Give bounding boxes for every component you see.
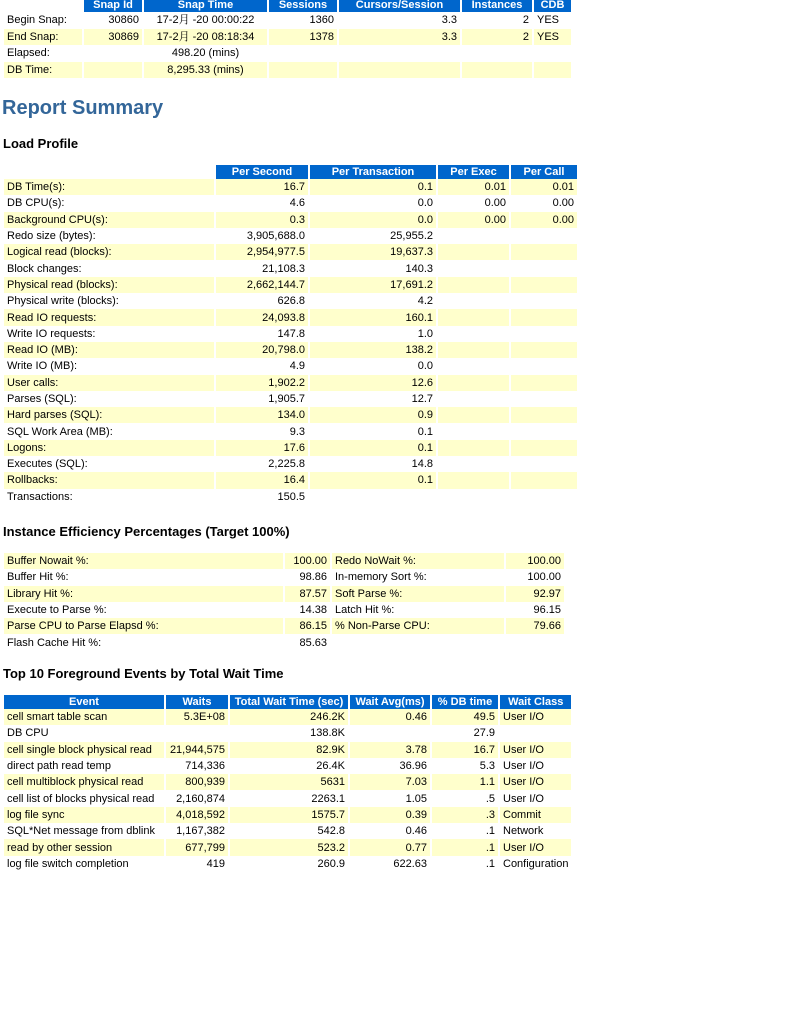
per-call-cell bbox=[511, 244, 577, 260]
load-profile-row bbox=[4, 212, 577, 228]
event-name-cell: DB CPU bbox=[7, 727, 49, 740]
top-events-title: Top 10 Foreground Events by Total Wait Time bbox=[3, 666, 284, 681]
per-call-cell bbox=[511, 358, 577, 374]
load-profile-row bbox=[4, 375, 577, 391]
efficiency-label-right: % Non-Parse CPU: bbox=[332, 618, 504, 634]
wait-avg-cell: 1.05 bbox=[405, 792, 427, 805]
snap-time-cell: 8,295.33 (mins) bbox=[144, 62, 267, 79]
snapshot-body bbox=[4, 12, 571, 78]
load-header-per-call: Per Call bbox=[511, 165, 577, 179]
per-transaction-cell: 0.1 bbox=[310, 440, 436, 456]
load-profile-row bbox=[4, 179, 577, 195]
snap-label: Elapsed: bbox=[7, 47, 50, 60]
total-wait-cell: 5631 bbox=[230, 774, 348, 790]
per-call-cell bbox=[511, 228, 577, 244]
event-row bbox=[4, 774, 571, 790]
per-second-cell: 2,225.8 bbox=[268, 458, 305, 471]
top-events-body bbox=[4, 709, 571, 872]
db-time-pct-cell: 49.5 bbox=[432, 709, 498, 725]
event-row bbox=[4, 709, 571, 725]
load-profile-body bbox=[4, 179, 577, 505]
wait-class-cell: User I/O bbox=[503, 760, 544, 773]
per-transaction-cell: 140.3 bbox=[405, 262, 433, 275]
per-transaction-cell: 138.2 bbox=[310, 342, 436, 358]
per-second-cell: 147.8 bbox=[277, 327, 305, 340]
top-events-table bbox=[2, 695, 573, 872]
wait-class-cell: User I/O bbox=[500, 774, 571, 790]
per-second-cell: 16.4 bbox=[216, 472, 308, 488]
per-call-cell: 0.01 bbox=[511, 179, 577, 195]
efficiency-title: Instance Efficiency Percentages (Target 100%) bbox=[3, 524, 290, 539]
event-row bbox=[4, 807, 571, 823]
load-profile-row bbox=[4, 228, 577, 244]
snap-id-cell: 30869 bbox=[84, 29, 142, 46]
wait-class-cell: User I/O bbox=[500, 742, 571, 758]
load-metric-label: Physical read (blocks): bbox=[4, 277, 214, 293]
per-exec-cell: 0.00 bbox=[484, 197, 506, 210]
efficiency-label-left: Flash Cache Hit %: bbox=[7, 636, 102, 649]
per-exec-cell bbox=[438, 342, 509, 358]
per-transaction-cell: 1.0 bbox=[417, 327, 433, 340]
efficiency-row bbox=[4, 586, 564, 602]
db-time-pct-cell: 27.9 bbox=[473, 727, 495, 740]
load-profile-row bbox=[4, 472, 577, 488]
total-wait-cell: 2263.1 bbox=[311, 792, 345, 805]
load-metric-label: Read IO (MB): bbox=[4, 342, 214, 358]
event-name-cell: cell single block physical read bbox=[4, 742, 164, 758]
load-profile-title: Load Profile bbox=[3, 136, 79, 151]
per-call-cell bbox=[511, 309, 577, 325]
per-second-cell: 150.5 bbox=[277, 490, 305, 503]
snap-id-cell: 30860 bbox=[108, 14, 139, 27]
per-call-cell bbox=[511, 489, 577, 505]
total-wait-cell: 138.8K bbox=[310, 727, 345, 740]
per-call-cell bbox=[511, 423, 577, 439]
wait-class-cell: User I/O bbox=[503, 792, 544, 805]
snap-time-cell: 17-2月 -20 00:00:22 bbox=[156, 14, 255, 27]
per-exec-cell bbox=[438, 244, 509, 260]
per-transaction-cell: 19,637.3 bbox=[310, 244, 436, 260]
waits-cell: 5.3E+08 bbox=[166, 709, 228, 725]
load-metric-label: Hard parses (SQL): bbox=[4, 407, 214, 423]
wait-class-cell: User I/O bbox=[500, 839, 571, 855]
snapshot-row bbox=[4, 29, 571, 46]
cursors-cell: 3.3 bbox=[339, 29, 460, 46]
per-exec-cell bbox=[438, 228, 509, 244]
db-time-pct-cell: .1 bbox=[432, 839, 498, 855]
efficiency-label-left: Library Hit %: bbox=[4, 586, 283, 602]
cursors-cell: 3.3 bbox=[441, 14, 457, 27]
snap-id-cell bbox=[84, 45, 142, 62]
sessions-cell bbox=[269, 62, 337, 79]
efficiency-value-right: 96.15 bbox=[533, 604, 561, 617]
report-summary-title: Report Summary bbox=[2, 97, 164, 119]
event-name-cell: cell list of blocks physical read bbox=[7, 792, 155, 805]
snapshot-header-snap-id: Snap Id bbox=[84, 0, 142, 12]
wait-avg-cell: 0.39 bbox=[350, 807, 430, 823]
per-second-cell: 16.7 bbox=[216, 179, 308, 195]
waits-cell: 714,336 bbox=[185, 760, 225, 773]
wait-avg-cell: 0.46 bbox=[405, 825, 427, 838]
per-transaction-cell: 0.0 bbox=[417, 360, 433, 373]
per-second-cell: 134.0 bbox=[216, 407, 308, 423]
load-profile-row bbox=[4, 423, 577, 439]
db-time-pct-cell: .5 bbox=[485, 792, 495, 805]
instances-cell bbox=[462, 45, 532, 62]
event-name-cell: SQL*Net message from dblink bbox=[7, 825, 155, 838]
total-wait-cell: 82.9K bbox=[230, 742, 348, 758]
waits-cell: 677,799 bbox=[166, 839, 228, 855]
per-exec-cell: 0.01 bbox=[438, 179, 509, 195]
cdb-cell bbox=[534, 62, 571, 79]
events-header-total: Total Wait Time (sec) bbox=[230, 695, 348, 709]
wait-class-cell: Network bbox=[503, 825, 544, 838]
efficiency-value-left: 98.86 bbox=[299, 571, 327, 584]
event-row bbox=[4, 839, 571, 855]
sessions-cell: 1378 bbox=[269, 29, 337, 46]
snap-time-cell: 17-2月 -20 08:18:34 bbox=[144, 29, 267, 46]
load-header-per-exec: Per Exec bbox=[438, 165, 509, 179]
per-second-cell: 21,108.3 bbox=[262, 262, 305, 275]
per-exec-cell bbox=[438, 293, 509, 309]
wait-class-cell: Commit bbox=[500, 807, 571, 823]
db-time-pct-cell: 1.1 bbox=[432, 774, 498, 790]
event-name-cell: cell smart table scan bbox=[4, 709, 164, 725]
load-profile-row bbox=[4, 293, 577, 309]
db-time-pct-cell: .3 bbox=[432, 807, 498, 823]
load-metric-label: Write IO (MB): bbox=[7, 360, 78, 373]
efficiency-label-right: Latch Hit %: bbox=[335, 604, 395, 617]
event-row bbox=[4, 790, 571, 806]
efficiency-label-left: Buffer Hit %: bbox=[7, 571, 69, 584]
per-transaction-cell: 14.8 bbox=[411, 458, 433, 471]
cursors-cell bbox=[339, 62, 460, 79]
per-transaction-cell: 0.0 bbox=[310, 212, 436, 228]
wait-avg-cell bbox=[350, 725, 430, 741]
events-header-waits: Waits bbox=[166, 695, 228, 709]
wait-avg-cell: 0.77 bbox=[350, 839, 430, 855]
wait-avg-cell: 7.03 bbox=[350, 774, 430, 790]
snapshot-header-cdb: CDB bbox=[534, 0, 571, 12]
wait-avg-cell: 0.46 bbox=[350, 709, 430, 725]
snapshot-header-empty bbox=[4, 0, 82, 12]
snapshot-header-instances: Instances bbox=[462, 0, 532, 12]
snap-label: End Snap: bbox=[4, 29, 82, 46]
load-metric-label: User calls: bbox=[4, 375, 214, 391]
per-transaction-cell: 25,955.2 bbox=[390, 230, 433, 243]
per-call-cell bbox=[511, 407, 577, 423]
efficiency-label-right: Redo NoWait %: bbox=[332, 553, 504, 569]
per-transaction-cell: 4.2 bbox=[417, 295, 433, 308]
efficiency-table bbox=[2, 553, 566, 651]
total-wait-cell: 523.2 bbox=[230, 839, 348, 855]
load-profile-row bbox=[4, 407, 577, 423]
snap-label: Begin Snap: bbox=[7, 14, 67, 27]
db-time-pct-cell: 16.7 bbox=[432, 742, 498, 758]
efficiency-row bbox=[4, 634, 564, 650]
cdb-cell: YES bbox=[534, 29, 571, 46]
event-name-cell: read by other session bbox=[4, 839, 164, 855]
events-header-pct: % DB time bbox=[432, 695, 498, 709]
per-call-cell bbox=[511, 277, 577, 293]
per-call-cell bbox=[511, 260, 577, 276]
total-wait-cell: 542.8 bbox=[317, 825, 345, 838]
cdb-cell bbox=[534, 45, 571, 62]
instances-cell: 2 bbox=[462, 29, 532, 46]
efficiency-value-right: 79.66 bbox=[506, 618, 564, 634]
load-metric-label: Parses (SQL): bbox=[7, 393, 77, 405]
per-call-cell bbox=[511, 326, 577, 342]
per-exec-cell bbox=[438, 440, 509, 456]
total-wait-cell: 246.2K bbox=[230, 709, 348, 725]
per-transaction-cell: 0.1 bbox=[310, 179, 436, 195]
waits-cell: 800,939 bbox=[166, 774, 228, 790]
event-name-cell: log file switch completion bbox=[7, 857, 129, 870]
waits-cell: 21,944,575 bbox=[166, 742, 228, 758]
per-exec-cell bbox=[438, 375, 509, 391]
efficiency-row bbox=[4, 553, 564, 569]
per-transaction-cell: 0.9 bbox=[310, 407, 436, 423]
total-wait-cell: 1575.7 bbox=[230, 807, 348, 823]
efficiency-value-left: 87.57 bbox=[285, 586, 330, 602]
per-call-cell bbox=[511, 391, 577, 407]
per-transaction-cell: 12.6 bbox=[310, 375, 436, 391]
load-profile-header-row bbox=[4, 165, 577, 179]
per-second-cell: 9.3 bbox=[289, 425, 305, 438]
efficiency-label-right bbox=[332, 634, 504, 650]
event-row bbox=[4, 758, 571, 774]
instances-cell: 2 bbox=[522, 14, 529, 27]
per-exec-cell bbox=[438, 309, 509, 325]
per-second-cell: 1,902.2 bbox=[216, 375, 308, 391]
load-profile-row bbox=[4, 342, 577, 358]
load-profile-row bbox=[4, 244, 577, 260]
per-transaction-cell: 0.1 bbox=[417, 425, 433, 438]
per-call-cell: 0.00 bbox=[511, 212, 577, 228]
load-metric-label: Background CPU(s): bbox=[4, 212, 214, 228]
per-second-cell: 1,905.7 bbox=[268, 393, 305, 405]
per-exec-cell: 0.00 bbox=[438, 212, 509, 228]
per-exec-cell bbox=[438, 423, 509, 439]
snapshot-row bbox=[4, 12, 571, 29]
efficiency-row bbox=[4, 569, 564, 585]
load-profile-row bbox=[4, 489, 577, 505]
wait-avg-cell: 622.63 bbox=[393, 857, 427, 870]
efficiency-value-right: 92.97 bbox=[506, 586, 564, 602]
events-header-class: Wait Class bbox=[500, 695, 571, 709]
load-metric-label: Logical read (blocks): bbox=[4, 244, 214, 260]
snap-label: DB Time: bbox=[4, 62, 82, 79]
sessions-cell: 1360 bbox=[309, 14, 334, 27]
per-transaction-cell: 0.1 bbox=[310, 472, 436, 488]
efficiency-value-left: 85.63 bbox=[299, 636, 327, 649]
load-profile-row bbox=[4, 326, 577, 342]
efficiency-body bbox=[4, 553, 564, 651]
snapshot-table bbox=[2, 0, 573, 78]
efficiency-label-left: Execute to Parse %: bbox=[7, 604, 107, 617]
per-transaction-cell: 12.7 bbox=[411, 393, 433, 405]
per-exec-cell bbox=[438, 326, 509, 342]
load-profile-row bbox=[4, 195, 577, 211]
snapshot-row bbox=[4, 62, 571, 79]
load-profile-row bbox=[4, 358, 577, 374]
waits-cell: 419 bbox=[206, 857, 225, 870]
efficiency-label-left: Buffer Nowait %: bbox=[4, 553, 283, 569]
per-second-cell: 3,905,688.0 bbox=[246, 230, 305, 243]
per-exec-cell bbox=[438, 391, 509, 407]
cursors-cell bbox=[339, 45, 460, 62]
per-call-cell bbox=[511, 472, 577, 488]
load-profile-table bbox=[2, 165, 579, 505]
efficiency-value-right: 100.00 bbox=[506, 553, 564, 569]
efficiency-value-left: 100.00 bbox=[285, 553, 330, 569]
snapshot-header-row bbox=[4, 0, 571, 12]
efficiency-label-right: Soft Parse %: bbox=[332, 586, 504, 602]
per-second-cell: 2,954,977.5 bbox=[216, 244, 308, 260]
efficiency-value-left: 14.38 bbox=[299, 604, 327, 617]
load-metric-label: SQL Work Area (MB): bbox=[7, 425, 113, 438]
per-call-cell bbox=[511, 293, 577, 309]
wait-class-cell: Configuration bbox=[503, 857, 569, 870]
per-second-cell: 2,662,144.7 bbox=[216, 277, 308, 293]
per-second-cell: 4.6 bbox=[289, 197, 305, 210]
per-transaction-cell bbox=[310, 489, 436, 505]
wait-class-cell: User I/O bbox=[500, 709, 571, 725]
load-metric-label: DB CPU(s): bbox=[7, 197, 65, 210]
events-header-avg: Wait Avg(ms) bbox=[350, 695, 430, 709]
load-profile-row bbox=[4, 456, 577, 472]
load-header-per-second: Per Second bbox=[216, 165, 308, 179]
load-metric-label: Block changes: bbox=[7, 262, 82, 275]
per-second-cell: 4.9 bbox=[289, 360, 305, 373]
load-metric-label: Physical write (blocks): bbox=[7, 295, 119, 308]
cdb-cell: YES bbox=[537, 14, 560, 27]
per-transaction-cell: 17,691.2 bbox=[310, 277, 436, 293]
efficiency-label-right: In-memory Sort %: bbox=[335, 571, 427, 584]
event-name-cell: cell multiblock physical read bbox=[4, 774, 164, 790]
load-metric-label: Read IO requests: bbox=[4, 309, 214, 325]
per-exec-cell bbox=[438, 277, 509, 293]
load-profile-row bbox=[4, 309, 577, 325]
per-transaction-cell: 160.1 bbox=[310, 309, 436, 325]
snapshot-header-snap-time: Snap Time bbox=[144, 0, 267, 12]
waits-cell: 1,167,382 bbox=[176, 825, 225, 838]
per-transaction-cell: 0.0 bbox=[417, 197, 433, 210]
efficiency-row bbox=[4, 618, 564, 634]
wait-avg-cell: 36.96 bbox=[399, 760, 427, 773]
db-time-pct-cell: .1 bbox=[485, 825, 495, 838]
load-profile-row bbox=[4, 391, 577, 407]
per-exec-cell bbox=[438, 489, 509, 505]
per-second-cell: 0.3 bbox=[216, 212, 308, 228]
per-exec-cell bbox=[438, 472, 509, 488]
snap-time-cell: 498.20 (mins) bbox=[171, 47, 240, 60]
per-second-cell: 17.6 bbox=[216, 440, 308, 456]
efficiency-row bbox=[4, 602, 564, 618]
efficiency-value-right: 100.00 bbox=[527, 571, 561, 584]
efficiency-value-left: 86.15 bbox=[285, 618, 330, 634]
per-call-cell bbox=[511, 456, 577, 472]
event-row bbox=[4, 725, 571, 741]
total-wait-cell: 26.4K bbox=[316, 760, 345, 773]
db-time-pct-cell: .1 bbox=[485, 857, 495, 870]
per-second-cell: 24,093.8 bbox=[216, 309, 308, 325]
total-wait-cell: 260.9 bbox=[317, 857, 345, 870]
per-call-cell bbox=[511, 342, 577, 358]
snapshot-row bbox=[4, 45, 571, 62]
event-row bbox=[4, 856, 571, 872]
sessions-cell bbox=[269, 45, 337, 62]
event-name-cell: log file sync bbox=[4, 807, 164, 823]
events-header-row bbox=[4, 695, 571, 709]
load-profile-row bbox=[4, 260, 577, 276]
events-header-event: Event bbox=[4, 695, 164, 709]
load-metric-label: Logons: bbox=[4, 440, 214, 456]
snapshot-header-cursors: Cursors/Session bbox=[339, 0, 460, 12]
snapshot-header-sessions: Sessions bbox=[269, 0, 337, 12]
waits-cell: 2,160,874 bbox=[176, 792, 225, 805]
efficiency-value-right bbox=[506, 634, 564, 650]
load-metric-label: Executes (SQL): bbox=[7, 458, 88, 471]
event-row bbox=[4, 823, 571, 839]
waits-cell: 4,018,592 bbox=[166, 807, 228, 823]
load-metric-label: Write IO requests: bbox=[7, 327, 96, 340]
load-profile-row bbox=[4, 440, 577, 456]
load-metric-label: Rollbacks: bbox=[4, 472, 214, 488]
load-header-empty bbox=[4, 165, 214, 179]
load-metric-label: DB Time(s): bbox=[4, 179, 214, 195]
snap-id-cell bbox=[84, 62, 142, 79]
per-call-cell bbox=[511, 375, 577, 391]
load-header-per-transaction: Per Transaction bbox=[310, 165, 436, 179]
event-name-cell: direct path read temp bbox=[7, 760, 111, 773]
per-second-cell: 20,798.0 bbox=[216, 342, 308, 358]
load-metric-label: Redo size (bytes): bbox=[7, 230, 96, 243]
waits-cell bbox=[166, 725, 228, 741]
per-call-cell bbox=[511, 440, 577, 456]
wait-avg-cell: 3.78 bbox=[350, 742, 430, 758]
per-call-cell: 0.00 bbox=[552, 197, 574, 210]
per-exec-cell bbox=[438, 260, 509, 276]
instances-cell bbox=[462, 62, 532, 79]
wait-class-cell bbox=[500, 725, 571, 741]
per-second-cell: 626.8 bbox=[277, 295, 305, 308]
db-time-pct-cell: 5.3 bbox=[479, 760, 495, 773]
event-row bbox=[4, 742, 571, 758]
load-metric-label: Transactions: bbox=[7, 490, 73, 503]
load-profile-row bbox=[4, 277, 577, 293]
per-exec-cell bbox=[438, 456, 509, 472]
efficiency-label-left: Parse CPU to Parse Elapsd %: bbox=[4, 618, 283, 634]
per-exec-cell bbox=[438, 407, 509, 423]
per-exec-cell bbox=[438, 358, 509, 374]
